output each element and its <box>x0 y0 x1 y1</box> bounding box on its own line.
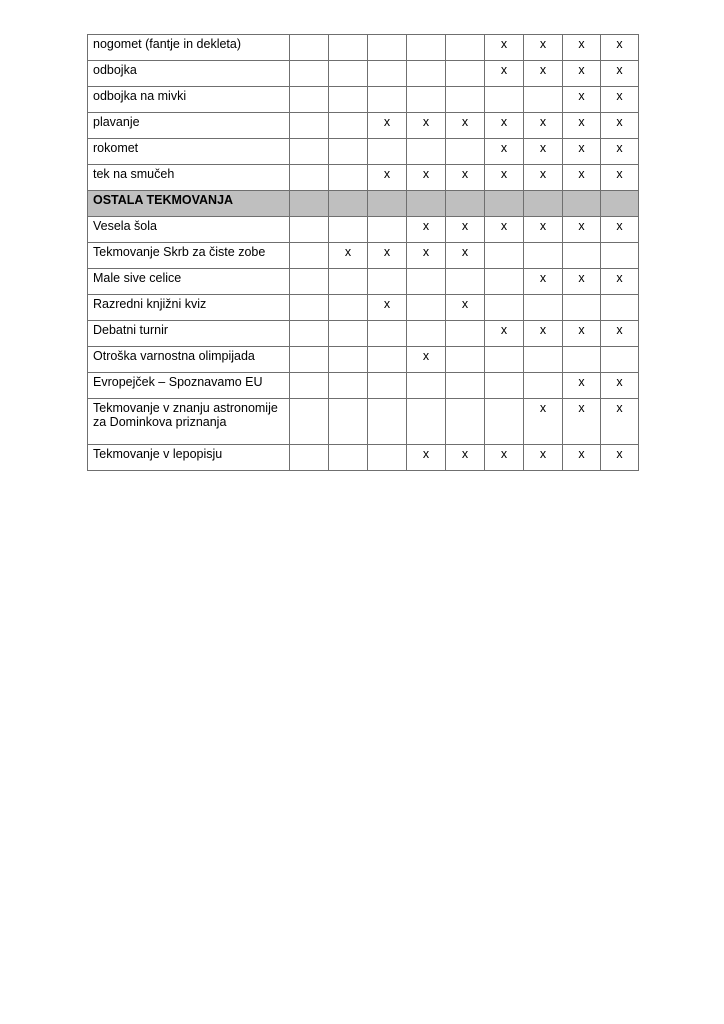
mark-cell: x <box>601 373 639 399</box>
mark-cell <box>524 191 563 217</box>
mark-cell <box>407 399 446 445</box>
mark-cell <box>368 321 407 347</box>
table-body <box>88 35 639 471</box>
mark-cell <box>329 191 368 217</box>
mark-cell: x <box>563 113 601 139</box>
mark-cell <box>368 373 407 399</box>
mark-cell <box>368 35 407 61</box>
mark-cell <box>407 321 446 347</box>
mark-cell: x <box>446 217 485 243</box>
mark-cell <box>329 445 368 471</box>
mark-cell: x <box>601 61 639 87</box>
mark-cell <box>368 445 407 471</box>
row-label: Tekmovanje v znanju astronomije za Dominkova priznanja <box>88 399 290 445</box>
mark-cell <box>368 217 407 243</box>
mark-cell <box>407 191 446 217</box>
mark-cell: x <box>446 113 485 139</box>
mark-cell: x <box>407 445 446 471</box>
mark-cell <box>290 295 329 321</box>
table-row <box>88 87 639 113</box>
mark-cell <box>329 61 368 87</box>
row-label: Male sive celice <box>88 269 290 295</box>
mark-cell <box>524 295 563 321</box>
competition-table <box>87 34 639 471</box>
mark-cell <box>368 139 407 165</box>
mark-cell: x <box>563 445 601 471</box>
mark-cell: x <box>485 321 524 347</box>
mark-cell <box>485 191 524 217</box>
mark-cell: x <box>368 113 407 139</box>
mark-cell <box>329 399 368 445</box>
mark-cell: x <box>368 295 407 321</box>
mark-cell: x <box>485 217 524 243</box>
mark-cell <box>446 35 485 61</box>
row-label: plavanje <box>88 113 290 139</box>
table-row <box>88 243 639 269</box>
table-row <box>88 139 639 165</box>
mark-cell <box>329 217 368 243</box>
row-label: Evropejček – Spoznavamo EU <box>88 373 290 399</box>
mark-cell: x <box>407 217 446 243</box>
mark-cell <box>290 243 329 269</box>
section-title: OSTALA TEKMOVANJA <box>88 191 290 217</box>
mark-cell <box>368 347 407 373</box>
mark-cell <box>407 269 446 295</box>
mark-cell <box>368 191 407 217</box>
mark-cell: x <box>601 113 639 139</box>
row-label: Debatni turnir <box>88 321 290 347</box>
mark-cell: x <box>524 61 563 87</box>
mark-cell: x <box>601 445 639 471</box>
table-row <box>88 269 639 295</box>
mark-cell: x <box>563 321 601 347</box>
mark-cell <box>290 445 329 471</box>
mark-cell <box>329 295 368 321</box>
mark-cell <box>290 373 329 399</box>
table-row <box>88 321 639 347</box>
mark-cell: x <box>563 269 601 295</box>
mark-cell <box>407 35 446 61</box>
mark-cell <box>524 243 563 269</box>
row-label: Vesela šola <box>88 217 290 243</box>
row-label: nogomet (fantje in dekleta) <box>88 35 290 61</box>
mark-cell: x <box>601 269 639 295</box>
mark-cell <box>485 399 524 445</box>
mark-cell <box>446 347 485 373</box>
row-label: tek na smučeh <box>88 165 290 191</box>
row-label: Tekmovanje Skrb za čiste zobe <box>88 243 290 269</box>
mark-cell: x <box>563 217 601 243</box>
mark-cell <box>485 87 524 113</box>
mark-cell <box>329 113 368 139</box>
mark-cell: x <box>485 113 524 139</box>
mark-cell <box>446 373 485 399</box>
mark-cell: x <box>485 35 524 61</box>
mark-cell <box>407 373 446 399</box>
mark-cell <box>446 321 485 347</box>
mark-cell <box>524 347 563 373</box>
mark-cell <box>446 87 485 113</box>
mark-cell <box>290 191 329 217</box>
section-header-row <box>88 191 639 217</box>
mark-cell <box>368 61 407 87</box>
mark-cell: x <box>601 217 639 243</box>
row-label: odbojka <box>88 61 290 87</box>
mark-cell: x <box>563 139 601 165</box>
mark-cell <box>290 61 329 87</box>
mark-cell: x <box>524 321 563 347</box>
mark-cell <box>290 35 329 61</box>
table-row <box>88 113 639 139</box>
mark-cell: x <box>524 445 563 471</box>
mark-cell <box>601 347 639 373</box>
mark-cell <box>290 399 329 445</box>
mark-cell: x <box>563 399 601 445</box>
mark-cell: x <box>601 139 639 165</box>
mark-cell <box>601 243 639 269</box>
row-label: Otroška varnostna olimpijada <box>88 347 290 373</box>
mark-cell <box>446 399 485 445</box>
mark-cell <box>446 191 485 217</box>
mark-cell: x <box>563 373 601 399</box>
mark-cell <box>368 87 407 113</box>
mark-cell <box>524 87 563 113</box>
mark-cell <box>329 87 368 113</box>
mark-cell: x <box>601 399 639 445</box>
mark-cell: x <box>446 445 485 471</box>
mark-cell: x <box>368 243 407 269</box>
mark-cell <box>290 347 329 373</box>
mark-cell <box>407 87 446 113</box>
mark-cell <box>329 347 368 373</box>
mark-cell <box>563 243 601 269</box>
mark-cell: x <box>563 87 601 113</box>
mark-cell <box>563 191 601 217</box>
mark-cell <box>485 269 524 295</box>
table-row <box>88 165 639 191</box>
mark-cell <box>290 139 329 165</box>
mark-cell: x <box>407 347 446 373</box>
mark-cell <box>407 61 446 87</box>
mark-cell <box>290 321 329 347</box>
table-row <box>88 399 639 445</box>
mark-cell <box>329 373 368 399</box>
mark-cell: x <box>446 295 485 321</box>
mark-cell: x <box>524 139 563 165</box>
mark-cell: x <box>563 165 601 191</box>
table-row <box>88 35 639 61</box>
mark-cell: x <box>524 399 563 445</box>
mark-cell <box>290 165 329 191</box>
mark-cell: x <box>407 113 446 139</box>
mark-cell: x <box>524 113 563 139</box>
mark-cell: x <box>524 217 563 243</box>
mark-cell <box>290 87 329 113</box>
row-label: rokomet <box>88 139 290 165</box>
mark-cell <box>290 269 329 295</box>
table-row <box>88 445 639 471</box>
mark-cell <box>407 295 446 321</box>
mark-cell <box>329 35 368 61</box>
mark-cell: x <box>524 165 563 191</box>
mark-cell: x <box>368 165 407 191</box>
row-label: Tekmovanje v lepopisju <box>88 445 290 471</box>
mark-cell: x <box>407 243 446 269</box>
mark-cell: x <box>446 165 485 191</box>
mark-cell <box>368 269 407 295</box>
mark-cell: x <box>601 165 639 191</box>
row-label: odbojka na mivki <box>88 87 290 113</box>
table-row <box>88 347 639 373</box>
mark-cell <box>329 139 368 165</box>
mark-cell <box>329 269 368 295</box>
mark-cell: x <box>563 35 601 61</box>
table-row <box>88 373 639 399</box>
row-label: Razredni knjižni kviz <box>88 295 290 321</box>
mark-cell: x <box>329 243 368 269</box>
mark-cell <box>329 165 368 191</box>
mark-cell <box>601 191 639 217</box>
mark-cell: x <box>601 321 639 347</box>
mark-cell <box>485 373 524 399</box>
mark-cell <box>290 113 329 139</box>
mark-cell <box>485 243 524 269</box>
mark-cell: x <box>446 243 485 269</box>
mark-cell <box>446 269 485 295</box>
mark-cell <box>485 295 524 321</box>
mark-cell <box>407 139 446 165</box>
mark-cell <box>290 217 329 243</box>
mark-cell <box>524 373 563 399</box>
mark-cell <box>601 295 639 321</box>
mark-cell <box>563 347 601 373</box>
mark-cell: x <box>485 445 524 471</box>
mark-cell: x <box>407 165 446 191</box>
mark-cell: x <box>563 61 601 87</box>
table-row <box>88 61 639 87</box>
mark-cell <box>329 321 368 347</box>
mark-cell: x <box>485 61 524 87</box>
mark-cell: x <box>524 269 563 295</box>
mark-cell <box>485 347 524 373</box>
mark-cell <box>563 295 601 321</box>
mark-cell <box>446 61 485 87</box>
table-row <box>88 295 639 321</box>
mark-cell: x <box>601 35 639 61</box>
mark-cell: x <box>485 165 524 191</box>
mark-cell: x <box>524 35 563 61</box>
mark-cell: x <box>485 139 524 165</box>
mark-cell <box>446 139 485 165</box>
mark-cell <box>368 399 407 445</box>
mark-cell: x <box>601 87 639 113</box>
table-row <box>88 217 639 243</box>
